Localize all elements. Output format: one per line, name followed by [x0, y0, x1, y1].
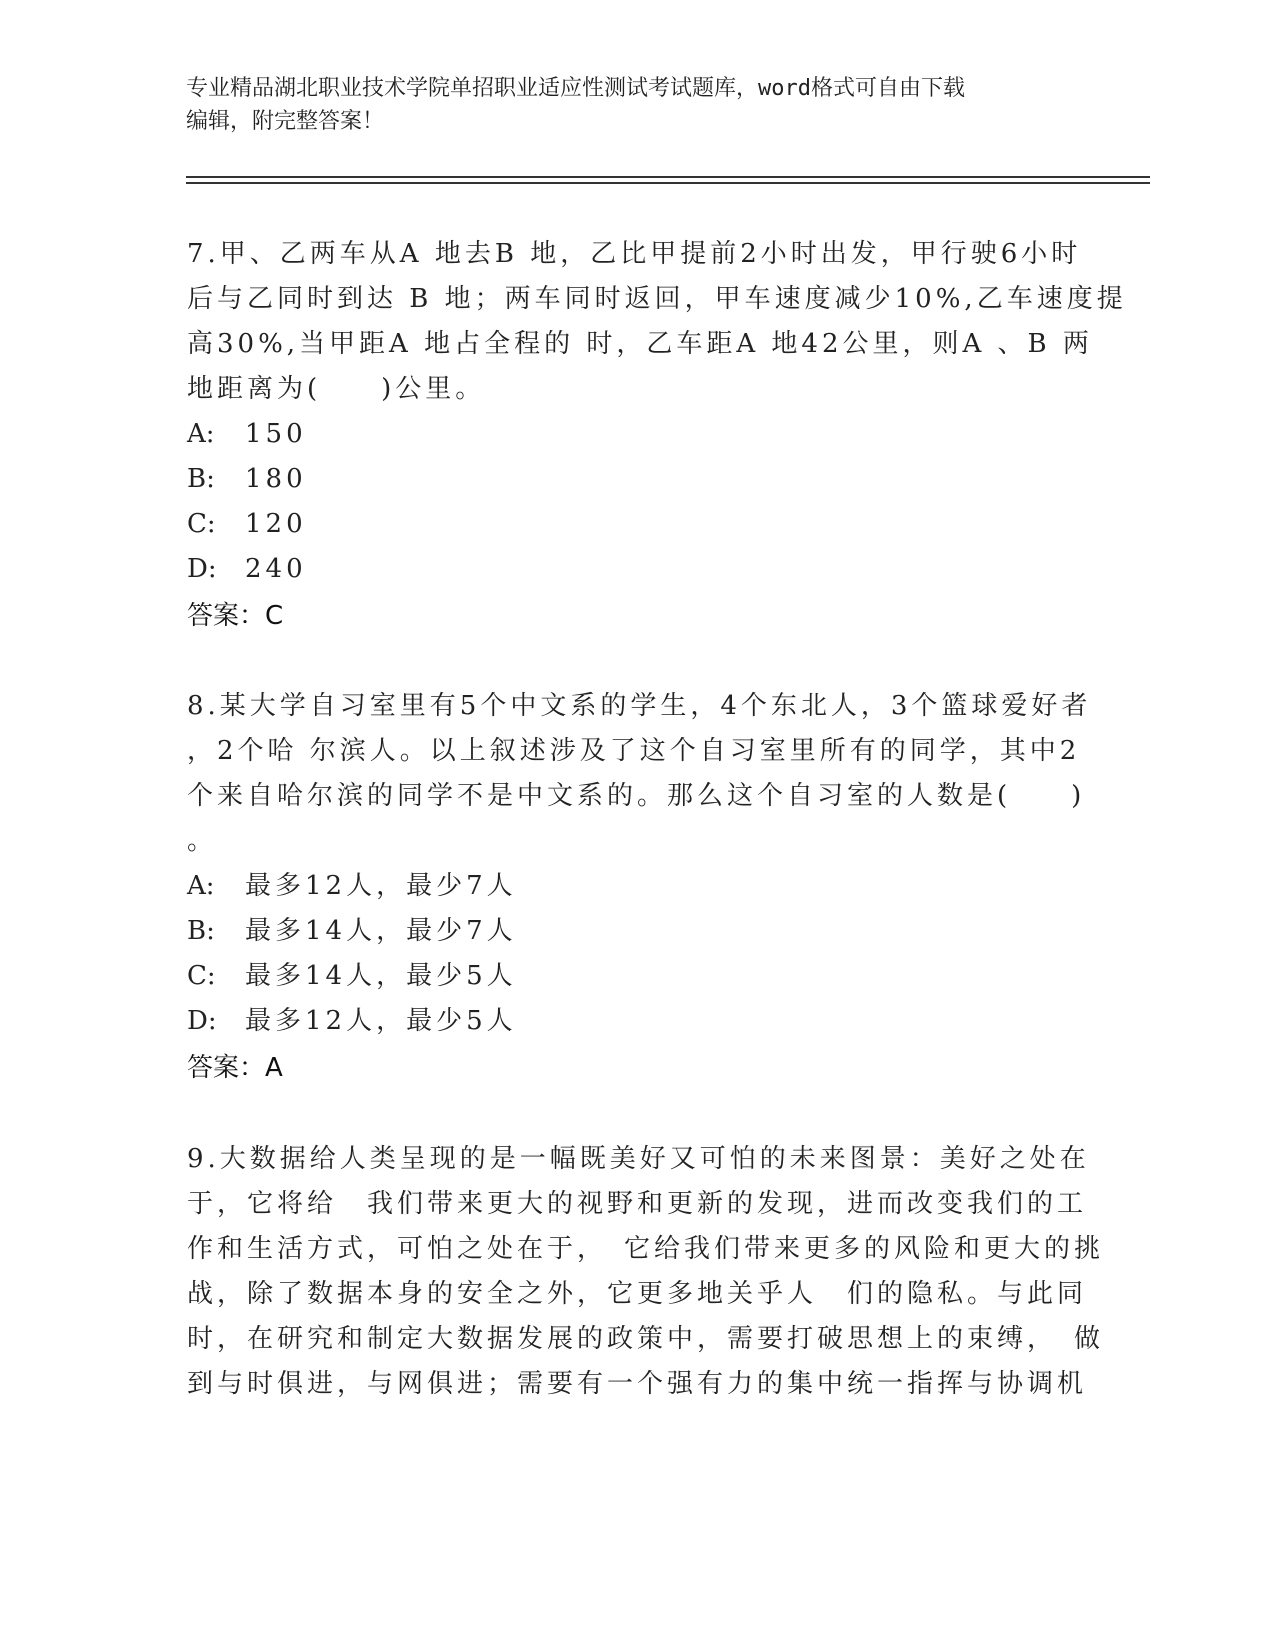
option-letter: D:: [187, 1006, 217, 1036]
option-c: [187, 954, 1087, 999]
option-c: [187, 502, 1087, 547]
stem-line: 作和生活方式，可怕之处在于， 它给我们带来更多的风险和更大的挑: [187, 1234, 1105, 1264]
question-8: [187, 684, 1092, 1091]
question-7: [187, 232, 1127, 639]
option-list: [187, 864, 1087, 1044]
stem-line: 7.甲、乙两车从A 地去B 地，乙比甲提前2小时出发，甲行驶6小时: [187, 239, 1082, 269]
option-text: 120: [245, 509, 307, 539]
header-line-1: 专业精品湖北职业技术学院单招职业适应性测试考试题库，word格式可自由下载: [186, 76, 965, 101]
option-text: 240: [245, 554, 307, 584]
question-stem: [187, 684, 1092, 864]
stem-line: 后与乙同时到达 B 地；两车同时返回，甲车速度减少10%,乙车速度提: [187, 284, 1127, 314]
option-letter: C:: [187, 961, 216, 991]
question-stem: [187, 232, 1127, 412]
document-header: [186, 72, 1086, 138]
option-text: 150: [245, 419, 307, 449]
stem-line: 9.大数据给人类呈现的是一幅既美好又可怕的未来图景：美好之处在: [187, 1144, 1090, 1174]
option-b: [187, 909, 1087, 954]
question-stem: [187, 1137, 1105, 1407]
option-letter: A:: [187, 419, 215, 449]
answer-line: 答案：A: [187, 1053, 283, 1083]
option-text: 最多12人，最少7人: [245, 871, 517, 901]
stem-line: 到与时俱进，与网俱进；需要有一个强有力的集中统一指挥与协调机: [187, 1369, 1088, 1399]
option-text: 最多12人，最少5人: [245, 1006, 517, 1036]
option-a: [187, 864, 1087, 909]
answer-line: 答案：C: [187, 601, 284, 631]
stem-line: ，2个哈 尔滨人。以上叙述涉及了这个自习室里所有的同学，其中2: [187, 736, 1081, 766]
header-divider-bottom: [186, 182, 1150, 184]
option-letter: A:: [187, 871, 215, 901]
stem-line: 地距离为( )公里。: [187, 374, 486, 404]
option-b: [187, 457, 1087, 502]
option-text: 最多14人，最少7人: [245, 916, 517, 946]
stem-line: 。: [187, 826, 218, 856]
stem-line: 时，在研究和制定大数据发展的政策中，需要打破思想上的束缚， 做: [187, 1324, 1105, 1354]
stem-line: 8.某大学自习室里有5个中文系的学生，4个东北人，3个篮球爱好者: [187, 691, 1092, 721]
option-letter: C:: [187, 509, 216, 539]
option-d: [187, 547, 1087, 592]
option-d: [187, 999, 1087, 1044]
header-line-2: 编辑，附完整答案！: [186, 109, 385, 134]
stem-line: 个来自哈尔滨的同学不是中文系的。那么这个自习室的人数是( ): [187, 781, 1086, 811]
option-a: [187, 412, 1087, 457]
stem-line: 于，它将给 我们带来更大的视野和更新的发现，进而改变我们的工: [187, 1189, 1088, 1219]
option-text: 最多14人，最少5人: [245, 961, 517, 991]
option-letter: B:: [187, 916, 215, 946]
option-list: [187, 412, 1087, 592]
stem-line: 战，除了数据本身的安全之外，它更多地关乎人 们的隐私。与此同: [187, 1279, 1088, 1309]
option-letter: D:: [187, 554, 217, 584]
option-letter: B:: [187, 464, 215, 494]
option-text: 180: [245, 464, 307, 494]
question-9: [187, 1137, 1105, 1407]
header-divider-top: [186, 176, 1150, 178]
stem-line: 高30%,当甲距A 地占全程的 时，乙车距A 地42公里，则A 、B 两: [187, 329, 1093, 359]
